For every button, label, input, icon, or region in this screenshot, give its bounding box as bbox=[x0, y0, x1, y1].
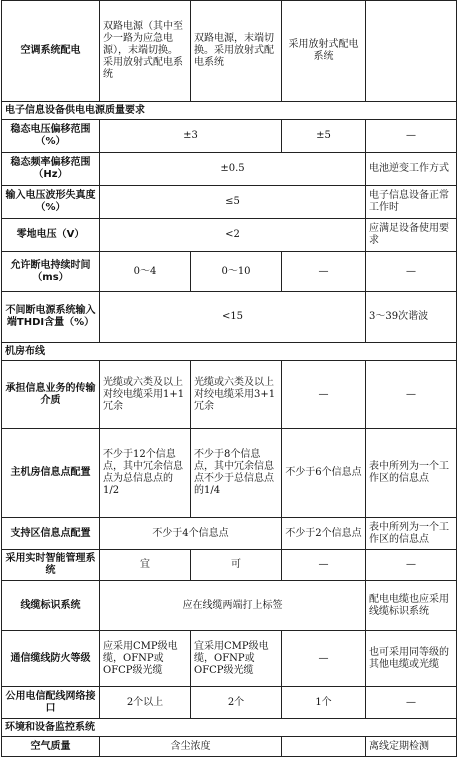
item-cell: 零地电压（V） bbox=[2, 219, 100, 252]
note-cell: — bbox=[366, 361, 457, 429]
note-cell: — bbox=[366, 550, 457, 581]
level-c-cell: — bbox=[282, 631, 366, 687]
section-header-room-wiring: 机房布线 bbox=[2, 343, 457, 361]
level-b-cell: 光缆或六类及以上对绞电缆采用3+1冗余 bbox=[191, 361, 282, 429]
table-row bbox=[2, 1, 457, 102]
table-row bbox=[2, 120, 457, 153]
level-b-cell: 双路电源，末端切换。采用放射式配电系统 bbox=[191, 1, 282, 102]
level-c-cell bbox=[282, 737, 366, 757]
section-header-row bbox=[2, 102, 457, 120]
table-row bbox=[2, 219, 457, 252]
level-c-cell: — bbox=[282, 361, 366, 429]
table-row bbox=[2, 687, 457, 719]
note-cell: 离线定期检测 bbox=[366, 737, 457, 757]
note-cell: — bbox=[366, 687, 457, 719]
item-cell: 通信缆线防火等级 bbox=[2, 631, 100, 687]
level-c-cell: 1个 bbox=[282, 687, 366, 719]
item-cell: 不间断电源系统输入端THDI含量（%） bbox=[2, 292, 100, 343]
note-cell: — bbox=[366, 120, 457, 153]
table-row bbox=[2, 518, 457, 550]
table-row bbox=[2, 361, 457, 429]
note-cell: 电子信息设备正常工作时 bbox=[366, 186, 457, 219]
table-row bbox=[2, 550, 457, 581]
item-cell: 稳态电压偏移范围（%） bbox=[2, 120, 100, 153]
level-c-cell: 采用放射式配电系统 bbox=[282, 1, 366, 102]
item-cell: 空气质量 bbox=[2, 737, 100, 757]
level-abc-cell: ≤5 bbox=[100, 186, 366, 219]
level-abc-cell: <15 bbox=[100, 292, 366, 343]
level-c-cell: — bbox=[282, 252, 366, 292]
level-a-cell: 双路电源（其中至少一路为应急电源），末端切换。采用放射式配电系统 bbox=[100, 1, 191, 102]
note-cell: 应满足设备使用要求 bbox=[366, 219, 457, 252]
level-c-cell: 不少于2个信息点 bbox=[282, 518, 366, 550]
section-header-environment: 环境和设备监控系统 bbox=[2, 719, 457, 737]
table-row bbox=[2, 186, 457, 219]
section-header-row bbox=[2, 719, 457, 737]
item-cell: 采用实时智能管理系统 bbox=[2, 550, 100, 581]
item-cell: 公用电信配线网络接口 bbox=[2, 687, 100, 719]
item-cell: 允许断电持续时间（ms） bbox=[2, 252, 100, 292]
level-c-cell: ±5 bbox=[282, 120, 366, 153]
level-abc-cell: <2 bbox=[100, 219, 366, 252]
item-cell: 承担信息业务的传输介质 bbox=[2, 361, 100, 429]
note-cell: 表中所列为一个工作区的信息点 bbox=[366, 429, 457, 518]
level-a-cell: 应采用CMP级电缆，OFNP或OFCP级光缆 bbox=[100, 631, 191, 687]
table-row bbox=[2, 581, 457, 631]
level-abc-cell: ±0.5 bbox=[100, 153, 366, 186]
table-row bbox=[2, 252, 457, 292]
level-c-cell: 不少于6个信息点 bbox=[282, 429, 366, 518]
note-cell: 也可采用同等级的其他电缆或光缆 bbox=[366, 631, 457, 687]
level-b-cell: 2个 bbox=[191, 687, 282, 719]
note-cell: 表中所列为一个工作区的信息点 bbox=[366, 518, 457, 550]
item-cell: 空调系统配电 bbox=[2, 1, 100, 102]
table-row bbox=[2, 153, 457, 186]
level-a-cell: 不少于12个信息点，其中冗余信息点为总信息点的1/2 bbox=[100, 429, 191, 518]
section-header-row bbox=[2, 343, 457, 361]
level-b-cell: 0～10 bbox=[191, 252, 282, 292]
level-ab-cell: 含尘浓度 bbox=[100, 737, 282, 757]
level-abc-cell: 应在线缆两端打上标签 bbox=[100, 581, 366, 631]
data-center-requirements-table bbox=[1, 0, 457, 757]
level-a-cell: 2个以上 bbox=[100, 687, 191, 719]
level-a-cell: 光缆或六类及以上对绞电缆采用1+1冗余 bbox=[100, 361, 191, 429]
note-cell: 3～39次谐波 bbox=[366, 292, 457, 343]
note-cell: 配电电缆也应采用线缆标识系统 bbox=[366, 581, 457, 631]
table-row bbox=[2, 737, 457, 757]
level-b-cell: 不少于8个信息点，其中冗余信息点不少于总信息点的1/4 bbox=[191, 429, 282, 518]
note-cell: 电池逆变工作方式 bbox=[366, 153, 457, 186]
level-c-cell: — bbox=[282, 550, 366, 581]
level-ab-cell: 不少于4个信息点 bbox=[100, 518, 282, 550]
table-row bbox=[2, 429, 457, 518]
item-cell: 线缆标识系统 bbox=[2, 581, 100, 631]
table-row bbox=[2, 292, 457, 343]
item-cell: 主机房信息点配置 bbox=[2, 429, 100, 518]
item-cell: 输入电压波形失真度（%） bbox=[2, 186, 100, 219]
level-ab-cell: ±3 bbox=[100, 120, 282, 153]
level-a-cell: 宜 bbox=[100, 550, 191, 581]
note-cell bbox=[366, 1, 457, 102]
table-row bbox=[2, 631, 457, 687]
item-cell: 稳态频率偏移范围（Hz） bbox=[2, 153, 100, 186]
item-cell: 支持区信息点配置 bbox=[2, 518, 100, 550]
note-cell: — bbox=[366, 252, 457, 292]
section-header-power-quality: 电子信息设备供电电源质量要求 bbox=[2, 102, 457, 120]
level-b-cell: 可 bbox=[191, 550, 282, 581]
level-a-cell: 0～4 bbox=[100, 252, 191, 292]
level-b-cell: 宜采用CMP级电缆，OFNP或OFCP级光缆 bbox=[191, 631, 282, 687]
